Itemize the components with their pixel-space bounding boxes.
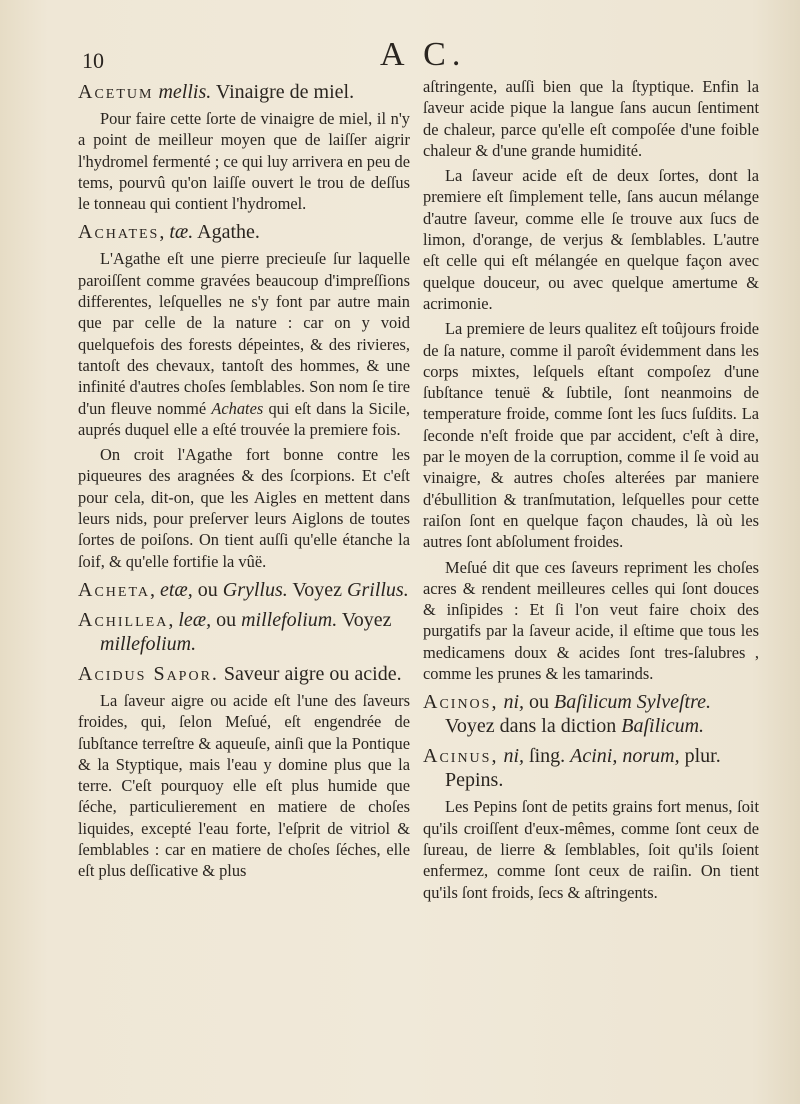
left-column [78,76,410,888]
entry-body: Meſué dit que ces ſaveurs repriment les choſes acres & rendent meilleures celles qui ſont douces & inſipides : Et ſi l'on veut faire choix des purgatifs par la ſaveur acide, il eſtime que tous les medicamens doux & acides ſont tres-ſalubres , comme les prunes & les tamarinds. [423,557,759,684]
headword-voyez: Voyez [292,578,343,601]
entry-body: aſtringente, auſſi bien que la ſtyptique. Enfin la ſaveur acide pique la langue ſans aucun ſentiment de chaleur, parce qu'elle eſt compoſée d'une foible chaleur & d'une grande humidité. [423,77,759,160]
entry-achates [78,220,410,571]
running-head: A C. [380,36,467,73]
headword-french: Agathe. [197,221,260,244]
entry-acidus-continued [423,76,759,684]
headword: Acheta, etæ, ou Gryllus. Voyez Grillus. [78,578,409,601]
headword-alt: Baſilicum Sylveſtre. [554,691,711,714]
headword [423,744,759,792]
entry-acinus [423,744,759,902]
headword-latin: etæ, [159,578,193,601]
headword-alt: millefolium. [241,608,338,631]
headword: Achillea, leæ, ou millefolium. Voyez millefolium. [78,608,392,655]
entry-achillea [78,608,410,656]
headword-ref: Baſilicum. [621,715,705,738]
headword-french: Vinaigre de miel. [215,81,355,103]
entry-body: Les Pepins ſont de petits grains fort menus, ſoit qu'ils croiſſent d'eux-mêmes, comme ſont ceux de ſureau, de lierre & ſemblables, ſoit qu'ils ſoient enfermez, comme ſont ceux de raiſin. On tient qu'ils ſont froids, ſecs & aſtringents. [423,797,759,902]
entry-acetum [78,80,410,214]
headword-latin: ni, [503,745,525,768]
headword: Achates, tæ. Agathe. [78,221,260,244]
river-name: Achates [211,398,264,418]
entry-text: L'Agathe eſt une pierre precieuſe ſur laquelle paroiſſent comme gravées beaucoup d'impreſſions differentes, leſquelles ne s'y font par autre main que par celle de la nature : car on y void quelquefois des forests dépeintes, & des rivieres, tantoſt des chevaux, tantoſt des hommes, & une infinité d'autres choſes ſemblables. Son nom ſe tire d'un fleuve nommé [78,249,410,418]
headword-term: Acinos, [423,691,499,714]
headword-latin: tæ. [169,221,194,244]
entry-acheta [78,578,410,602]
headword-term: Acidus Sapor. [78,662,219,685]
headword [78,80,410,104]
headword-plural: Acini, norum, [570,745,680,768]
headword-voyez: Voyez dans la diction [445,715,617,738]
headword-sing: ſing. [529,745,566,768]
headword-term: Acinus, [423,745,499,768]
headword-ref: Grillus. [347,578,409,601]
headword-voyez: Voyez [341,608,392,631]
headword [78,662,410,686]
entry-body [78,248,410,440]
entry-body: La ſaveur acide eſt de deux ſortes, dont la premiere eſt ſimplement telle, ſans aucun mélange d'autre ſaveur, comme elle ſe trouve aux ſucs de limon, d'orange, de verjus & ſemblables. L'autre eſt celle qui eſt mélangée en quelque façon avec quelque douceur, ou avec quelque amertume & acrimonie. [423,166,759,313]
entry-body: Pour faire cette ſorte de vinaigre de miel, il n'y a point de meilleur moyen que de laiſſer aigrir l'hydromel fermenté ; ce qui luy arrivera en peu de tems, pourvû qu'on laiſſe ouvert le trou de deſſus le tonneau qui contient l'hydromel. [78,109,410,214]
headword-term: Acheta [78,578,150,601]
headword-ou: ou [529,691,550,714]
headword-latin: mellis. [158,81,212,103]
entry-acidus-sapor [78,662,410,882]
entry-body: On croit l'Agathe fort bonne contre les piqueures des aragnées & des ſcorpions. Et c'eſt pour cela, dit-on, que les Aigles en mettent dans leurs nids, pour preſerver leurs Aiglons de toutes ſortes de poiſons. On tient auſſi qu'elle étanche la ſoif, & qu'elle fortifie la vûë. [78,445,410,571]
headword-plur: plur. [684,745,721,768]
headword-french: Pepins. [445,769,504,792]
entry-text: qui eſt dans la Sicile, auprés duquel elle a eſté trouvée la premiere fois. [78,398,410,439]
headword-french: Saveur aigre ou acide. [223,662,402,685]
headword-ou: ou [216,608,237,631]
headword-latin: leæ, [178,608,212,631]
headword-term: Acetum [78,81,154,103]
right-column [423,76,759,909]
headword-ref: millefolium. [100,632,197,655]
headword-alt: Gryllus. [222,578,288,601]
headword-term: Achates [78,221,160,244]
page-number: 10 [82,48,104,73]
entry-acinos [423,690,759,738]
headword-ou: ou [197,578,218,601]
headword [423,690,759,738]
headword-term: Achillea [78,608,169,631]
entry-body: La ſaveur aigre ou acide eſt l'une des ſaveurs froides, qui, ſelon Meſué, eſt engendrée de ſubſtance terreſtre & aqueuſe, ainſi que la Pontique & la Styptique, mais l'eau y domine plus que la terre. C'eſt pourquoy elle eſt plus humide que ſéche, particulierement en matiere de choſes liquides, excepté l'eau forte, l'eſprit de vitriol & ſemblables : car en matiere de choſes ſéches, elle eſt plus deſſicative & plus [78,690,410,881]
entry-body: La premiere de leurs qualitez eſt toûjours froide de ſa nature, comme il paroît évidemment dans les corps mixtes, leſquels eſtant compoſez d'une ſubſtance tenuë & ſubtile, ſont neanmoins de temperature froide, comme ſont les ſucs ſuſdits. La ſeconde n'eſt froide que par accident, c'eſt à dire, par le moyen de la corruption, comme il ſe void au vinaigre, & autres choſes alterées par maniere d'ébullition & tranſmutation, leſquelles pour cette raiſon ſont en quelque façon chaudes, là où les autres ſont abſolument froides. [423,319,759,552]
headword-latin: ni, [503,691,525,714]
